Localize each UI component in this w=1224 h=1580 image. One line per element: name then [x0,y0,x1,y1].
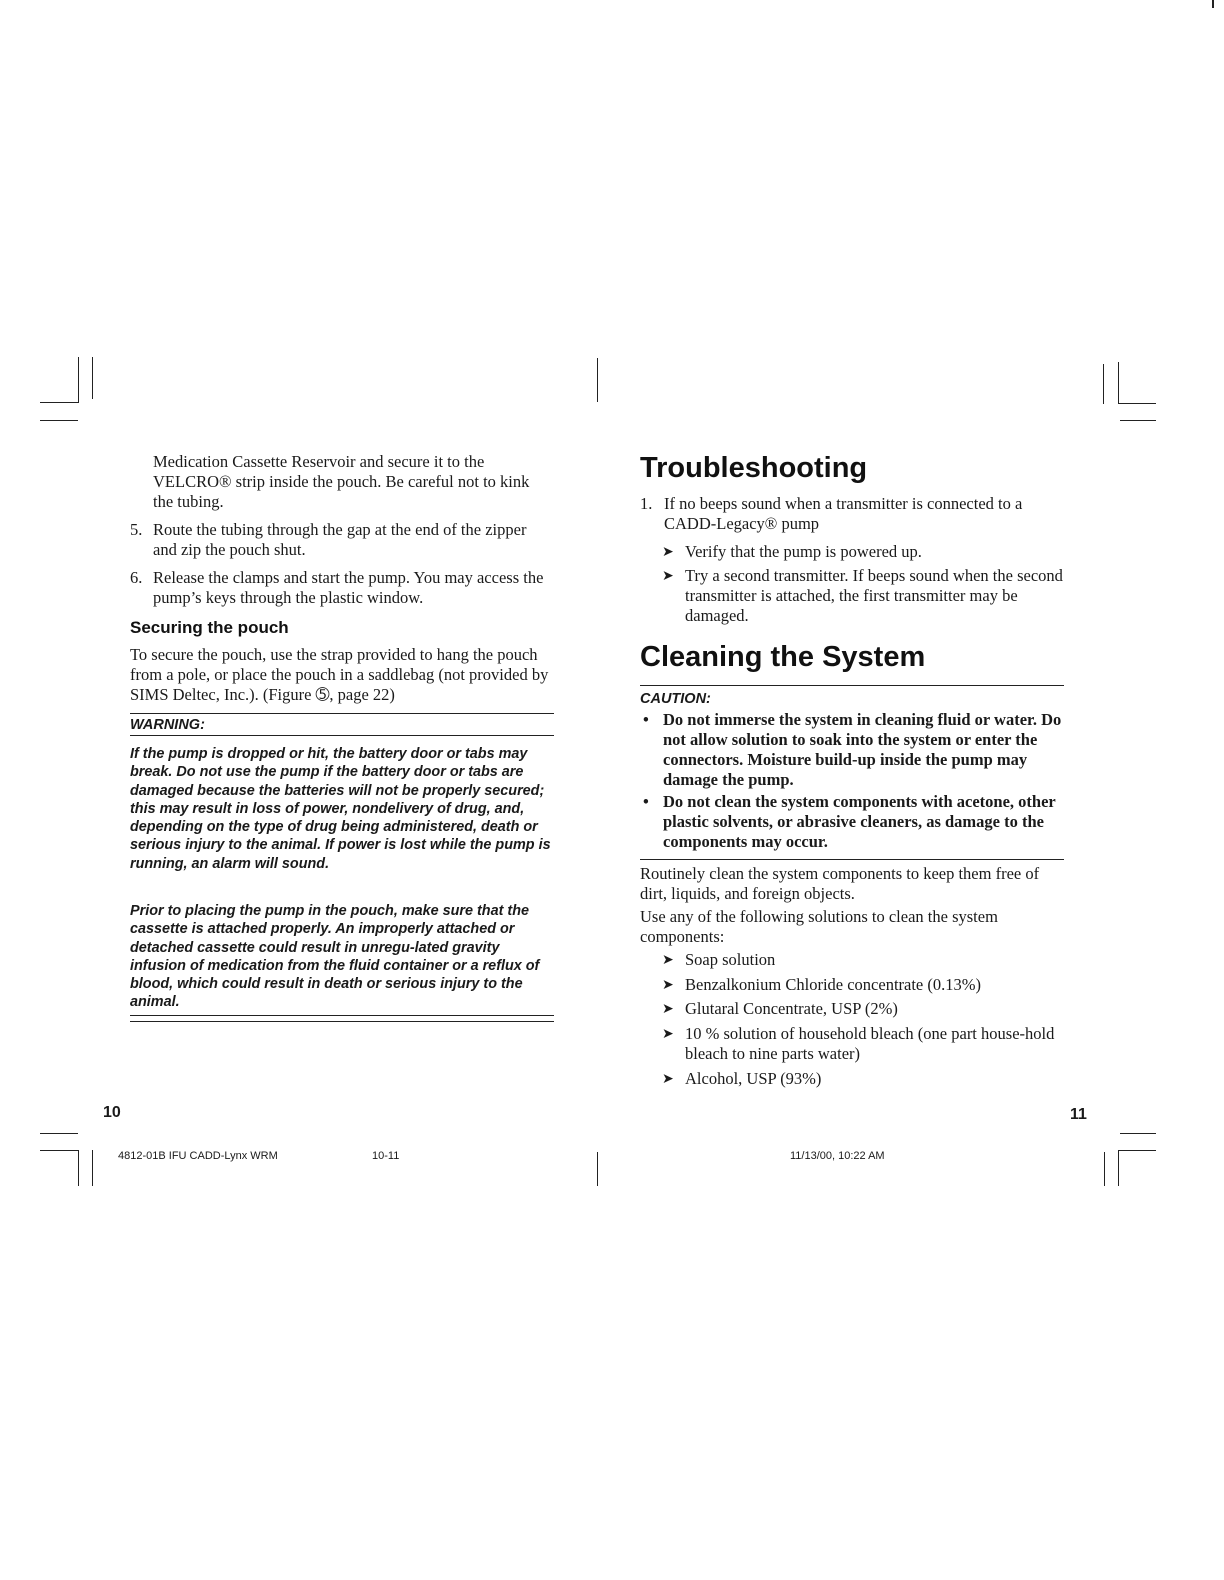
solution-text: Benzalkonium Chloride concentrate (0.13%) [685,975,981,994]
print-timestamp: 11/13/00, 10:22 AM [790,1150,885,1162]
warning-bottom-rule [130,1015,554,1016]
cleaning-title: Cleaning the System [640,641,926,673]
caution-bullet [640,710,1064,790]
trouble-item-number: 1. [640,494,653,513]
caution-bullet-text: Do not immerse the system in cleaning fluid or water. Do not allow solution to soak into the system or enter the connectors. Moisture build-up inside the pump may damage the pump. [663,710,1062,789]
step-text: Release the clamps and start the pump. You may access the pump’s keys through the plastic window. [153,568,544,607]
step-item [130,568,553,608]
arrowhead-bullet-icon: ➤ [662,1071,674,1087]
warning-paragraph: Prior to placing the pump in the pouch, make sure that the cassette is attached properly. An improperly attached or detached cassette could result in unregu-lated gravity infusion of medication from the fluid container or a reflux of blood, which could result in death or serious injury to the animal. [130,903,540,1011]
arrowhead-bullet-icon: ➤ [662,977,674,993]
trouble-bullet-text: Verify that the pump is powered up. [685,542,922,561]
solutions-intro: Use any of the following solutions to clean the system components: [640,907,998,946]
page-range: 10-11 [372,1150,400,1162]
solution-text: Soap solution [685,950,776,969]
solution-item [662,999,1067,1019]
trouble-item-text: If no beeps sound when a transmitter is connected to a CADD-Legacy® pump [664,494,1023,533]
trouble-bullet-text: Try a second transmitter. If beeps sound when the second transmitter is attached, the first transmitter may be damaged. [685,566,1063,625]
step-item [130,520,553,560]
solution-text: Alcohol, USP (93%) [685,1069,822,1088]
warning-bottom-rule [130,1021,554,1022]
step-text: Route the tubing through the gap at the end of the zipper and zip the pouch shut. [153,520,527,559]
trouble-bullet [662,542,1067,562]
bullet-dot-icon: • [643,710,649,729]
page-number: 10 [103,1104,121,1121]
step-number: 5. [130,520,143,539]
doc-id: 4812-01B IFU CADD-Lynx WRM [118,1150,278,1162]
solution-item [662,950,1067,970]
troubleshooting-title: Troubleshooting [640,452,868,484]
trouble-bullet [662,566,1067,626]
bullet-dot-icon: • [643,792,649,811]
solution-item [662,975,1067,995]
solution-text: 10 % solution of household bleach (one part house-hold bleach to nine parts water) [685,1024,1055,1063]
arrowhead-bullet-icon: ➤ [662,568,674,584]
caution-bottom-rule [640,859,1064,860]
arrowhead-bullet-icon: ➤ [662,952,674,968]
caution-top-rule [640,685,1064,686]
caution-label: CAUTION: [640,691,711,707]
solution-text: Glutaral Concentrate, USP (2%) [685,999,898,1018]
warning-label: WARNING: [130,717,205,733]
solution-item [662,1069,1067,1089]
continued-step-text: Medication Cassette Reservoir and secure it to the VELCRO® strip inside the pouch. Be careful not to kink the tubing. [153,452,530,511]
solution-item [662,1024,1067,1064]
page-number: 11 [1070,1106,1087,1123]
routine-paragraph: Routinely clean the system components to keep them free of dirt, liquids, and foreign objects. [640,864,1040,903]
warning-paragraph: If the pump is dropped or hit, the battery door or tabs may break. Do not use the pump if the battery door or tabs are damaged because the batteries will not be properly secured; this may result in loss of power, nondelivery of drug, and, depending on the type of drug being administered, death or serious injury to the animal. If power is lost while the pump is running, an alarm will sound. [130,746,551,872]
section-heading: Securing the pouch [130,618,289,637]
section-paragraph: To secure the pouch, use the strap provided to hang the pouch from a pole, or place the pouch in a saddlebag (not provided by SIMS Deltec, Inc.). (Figure ➄, page 22) [130,645,549,704]
trouble-item [640,494,1070,534]
arrowhead-bullet-icon: ➤ [662,1001,674,1017]
warning-label-rule [130,735,554,736]
warning-top-rule [130,713,554,714]
arrowhead-bullet-icon: ➤ [662,1026,674,1042]
arrowhead-bullet-icon: ➤ [662,544,674,560]
caution-bullet-text: Do not clean the system components with acetone, other plastic solvents, or abrasive cleaners, as damage to the components may occur. [663,792,1056,851]
caution-bullet [640,792,1064,852]
step-number: 6. [130,568,143,587]
